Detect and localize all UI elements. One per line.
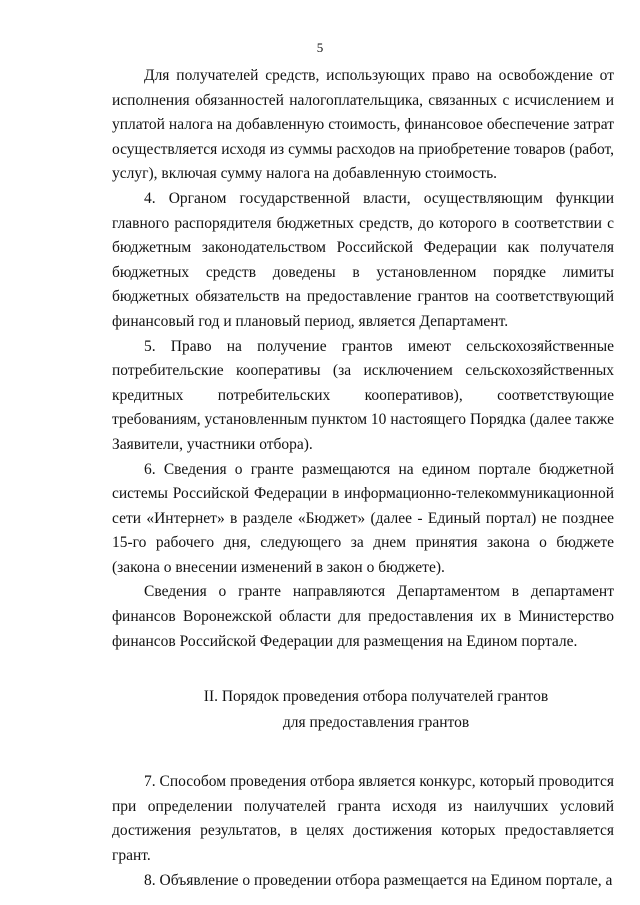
paragraph-item-6: 6. Сведения о гранте размещаются на едином портале бюджетной системы Российской Федерации в информационно-телекоммуникационной сети «Интернет» в разделе «Бюджет» (далее - Единый портал) не позднее 15-го рабочего дня, следующего за днем принятия закона о бюджете (закона о внесении изменений в закон о бюджете). [112, 460, 614, 576]
paragraph-grant-info-submission: Сведения о гранте направляются Департаментом в департамент финансов Воронежской области для предоставления их в Министерство финансов Российской Федерации для размещения на Едином портале. [112, 583, 614, 650]
paragraph-item-4: 4. Органом государственной власти, осуществляющим функции главного распорядителя бюджетных средств, до которого в соответствии с бюджетным законодательством Российской Федерации как получателя бюджетных средств доведены в установленном порядке лимиты бюджетных обязательств на предоставление грантов на соответствующий финансовый год и плановый период, является Департамент. [112, 189, 614, 330]
page-number: 5 [316, 40, 324, 55]
paragraph-item-5: 5. Право на получение грантов имеют сельскохозяйственные потребительские кооперативы (за исключением сельскохозяйственных кредитных потребительских кооперативов), соответствующие требованиям, установленным пунктом 10 настоящего Порядка (далее также Заявители, участники отбора). [112, 337, 614, 453]
document-body [112, 64, 614, 893]
paragraph-item-8: 8. Объявление о проведении отбора размещается на Едином портале, а [144, 871, 613, 889]
section-heading-line-2: для предоставления грантов [282, 714, 470, 732]
section-heading [112, 684, 614, 736]
paragraph-item-7: 7. Способом проведения отбора является конкурс, который проводится при определении получателей гранта исходя из наилучших условий достижения результатов, в целях достижения которых предоставляется грант. [112, 773, 614, 865]
section-heading-line-1: II. Порядок проведения отбора получателей грантов [203, 688, 549, 706]
paragraph-vat-exemption: Для получателей средств, использующих право на освобождение от исполнения обязанностей налогоплательщика, связанных с исчислением и уплатой налога на добавленную стоимость, финансовое обеспечение затрат осуществляется исходя из суммы расходов на приобретение товаров (работ, услуг), включая сумму налога на добавленную стоимость. [112, 67, 614, 183]
